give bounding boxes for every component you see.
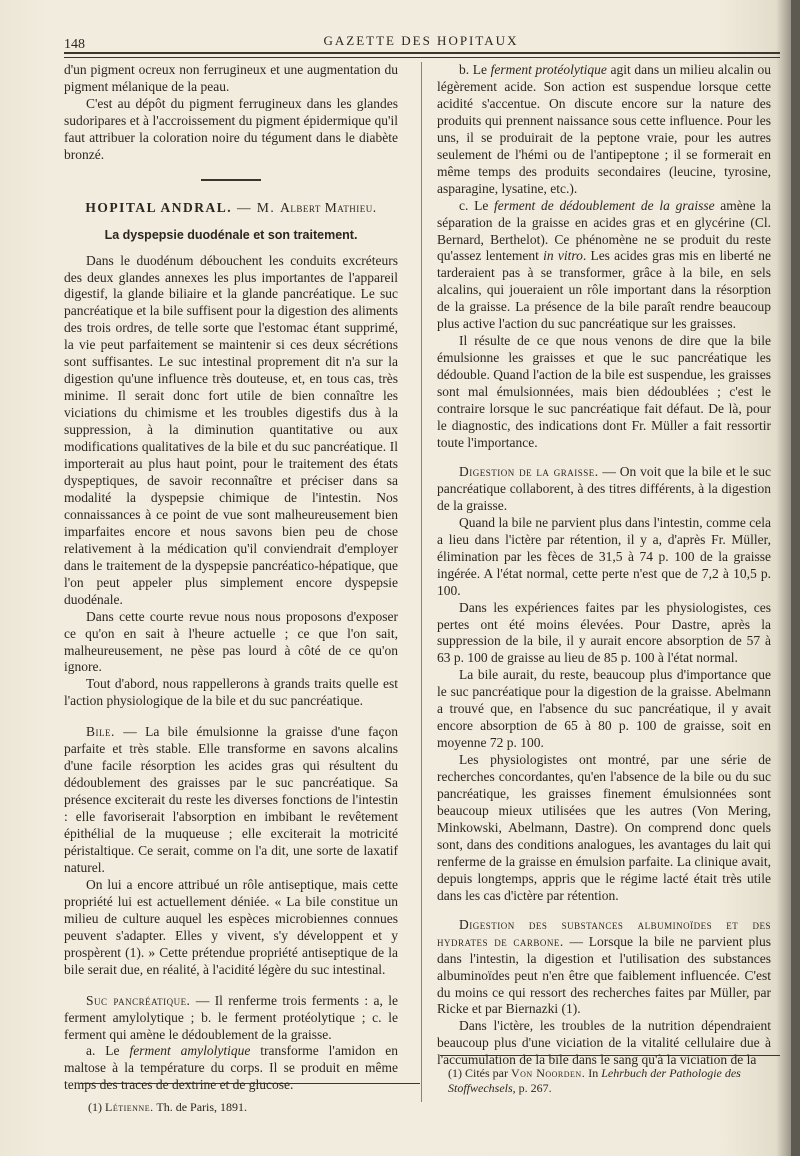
page-number: 148 [64, 37, 85, 52]
column-divider [421, 62, 422, 1102]
right-paragraph-5: Quand la bile ne parvient plus dans l'intestin, comme cela a lieu dans l'ictère par rétention, il y a, d'après Fr. Müller, élimination par les fèces de 31,5 à 74 p. 100 de la graisse ingérée. A l'état normal, cette perte n'est que de 7,2 à 10,5 p. 100. [437, 514, 771, 598]
left-column [64, 62, 398, 1094]
page-header [64, 33, 778, 53]
header-rule-thin [64, 57, 780, 58]
left-paragraph-2: C'est au dépôt du pigment ferrugineux dans les glandes sudoripares et à l'accroissement du pigment épidermique qu'il faut attribuer la coloration noire du tégument dans le diabète bronzé. [64, 95, 398, 162]
bile-body: — La bile émulsionne la graisse d'une façon parfaite et très stable. Elle transforme en savons alcalins d'une facile résorption les acides gras qui résultent du dédoublement des graisses par le suc pancréatique. Sa présence exciterait du reste les diverses fonctions de l'intestin : elle favoriserait l'absorption en imbibant le revêtement épithélial de la muqueuse ; elle exciterait la motricité péristaltique. Ce serait, comme on l'a dit, une sorte de laxatif naturel. [64, 724, 398, 875]
hospital-dash: — M. [232, 199, 281, 215]
left-paragraph-suc [64, 993, 398, 1044]
left-paragraph-bile [64, 724, 398, 877]
graisse-heading: Digestion de la graisse. [459, 463, 599, 479]
section-separator [64, 173, 398, 190]
suc-heading: Suc pancréatique. [86, 992, 191, 1008]
page-edge-shadow [791, 0, 800, 1156]
suc-body: — Il renferme trois ferments : a, le ferment amylolytique ; b. le ferment protéolytique ; c. le ferment qui amène le dédoublement de la graisse. [64, 992, 398, 1042]
lecture-title: La dyspepsie duodénale et son traitement. [104, 227, 358, 242]
left-paragraph-3: Dans le duodénum débouchent les conduits excréteurs des deux glandes annexes les plus importantes de l'appareil digestif, la glande biliaire et la glande pancréatique. Le suc pancréatique et la bile suffisent pour la digestion des aliments des trois ordres, de telle sorte que l'estomac étant supprimé, la vie peut parfaitement se maintenir si ces deux sécrétions sont suffisantes. Le suc intestinal proprement dit n'a sur la digestion qu'une influence très douteuse, et, en tous cas, très minime. Il serait donc fort utile de bien connaître les viciations du chimisme et les troubles digestifs dus à la suppression, à la diminution quantitative ou aux modifications qualitatives de la bile et du suc pancréatique. Il importerait au plus haut point, pour le traitement des états dyspeptiques, de savoir reconnaître et préciser dans sa modalité la dyspepsie chimique de l'intestin. Nos connaissances à ce point de vue sont malheureusement bien imparfaites encore et nous savons bien peu de chose relativement à la médication qu'il conviendrait d'employer dans le traitement de la dyspepsie pancréatico-hépatique, que l'on peut appeler plus simplement encore dyspepsie duodénale. [64, 252, 398, 607]
running-title: GAZETTE DES HOPITAUX [323, 33, 519, 48]
left-footnote-rule [80, 1083, 420, 1084]
right-paragraph-3: Il résulte de ce que nous venons de dire que la bile émulsionne les graisses et que le suc pancréatique les dédouble. Quand l'action de la bile est suspendue, les graisses sont mal émulsionnées, mais bien dédoublées ; c'est le contraire lorsque le suc pancréatique fait défaut. De là, pour le diagnostic, des indications dont Fr. Müller a fait ressortir toute l'importance. [437, 333, 771, 450]
albuminoides-heading: Digestion des substances albuminoïdes et des hydrates de carbone. [437, 916, 771, 949]
right-paragraph-7: La bile aurait, du reste, beaucoup plus d'importance que le suc pancréatique pour la digestion de la graisse. Abelmann a trouvé que, en l'absence du suc pancréatique, il y avait encore absorption de 65 à 80 p. 100 de graisse, soit en moyenne 72 p. 100. [437, 667, 771, 751]
left-paragraph-5: Tout d'abord, nous rappellerons à grands traits quelle est l'action physiologique de la bile et du suc pancréatique. [64, 676, 398, 709]
right-paragraph-2: c. Le ferment de dédoublement de la graisse amène la séparation de la graisse en acides gras et en glycérine (Cl. Bernard, Berthelot). Ce phénomène ne se produit du reste qu'assez lentement in vitro. Les acides gras mis en liberté ne tarderaient pas à se transformer, grâce à la bile, en sels alcalins, qui joueraient un rôle important dans la résorption de la graisse. La présence de la bile paraît rendre beaucoup plus active l'action du suc pancréatique sur les graisses. [437, 197, 771, 332]
hospital-name: HOPITAL ANDRAL. [85, 199, 233, 215]
right-footnote-rule [440, 1055, 780, 1056]
right-paragraph-albuminoides: Digestion des substances albuminoïdes et des hydrates de carbone. — Lorsque la bile ne parvient plus dans l'intestin, la digestion et l'utilisation des substances albuminoïdes peut n'en être que faiblement influencée. C'est du moins ce qui ressort des recherches faites par Müller, par Ricke et par Biernazki (1). [437, 916, 771, 1017]
right-paragraph-1: b. Le ferment protéolytique agit dans un milieu alcalin ou légèrement acide. Son action est suspendue lorsque cette acidité s'accentue. On discute encore sur la nature des produits qui prennent naissance sous cette influence. Pour les uns, il se produirait de la peptone vraie, pour les autres seulement de l'hémi ou de l'antipeptone ; il se formerait en même temps des produits secondaires (leucine, tyrosine, asparagine, lysatine, etc.). [437, 62, 771, 196]
right-column [437, 62, 771, 1069]
left-paragraph-1: d'un pigment ocreux non ferrugineux et une augmentation du pigment mélanique de la peau. [64, 62, 398, 94]
right-paragraph-6: Dans les expériences faites par les physiologistes, ces pertes ont été moins élevées. Pour Dastre, après la suppression de la bile, il y aurait encore absorption de 57 à 63 p. 100 de graisse au lieu de 85 p. 100 à l'état normal. [437, 599, 771, 666]
right-paragraph-8: Les physiologistes ont montré, par une série de recherches concordantes, qu'en l'absence de la bile ou du suc pancréatique, les graisses finement émulsionnées sont beaucoup mieux utilisées que les autres (Von Mering, Minkowski, Abelmann, Dastre). On comprend donc quels sont, dans des conditions analogues, les avantages du lait qui renferme de la graisse en émulsion parfaite. La clinique avait, depuis longtemps, appris que le régime lacté était très utile dans les cas d'ictère par rétention. [437, 752, 771, 903]
left-paragraph-9: a. Le ferment amylolytique transforme l'amidon en maltose à la température du corps. Il se produit en même temps des traces de dextrine et de glucose. [64, 1043, 398, 1093]
left-footnote: (1) Létienne. Th. de Paris, 1891. [88, 1100, 248, 1114]
right-paragraph-graisse: Digestion de la graisse. — On voit que la bile et le suc pancréatique collaborent, à des titres différents, à la digestion de la graisse. [437, 463, 771, 513]
left-paragraph-4: Dans cette courte revue nous nous proposons d'exposer ce qu'on en sait à l'heure actuelle ; ce que l'on sait, malheureusement, ne pèse pas lourd à côté de ce qu'on ignore. [64, 608, 398, 675]
left-paragraph-7: On lui a encore attribué un rôle antiseptique, mais cette propriété lui est actuellement déniée. « La bile constitue un milieu de culture auquel les espèces microbiennes connues peuvent s'adapter. Elles y vivent, s'y développent et y prospèrent (1). » Cette prétendue propriété antiseptique de la bile serait due, en réalité, à l'acidité légère du suc intestinal. [64, 876, 398, 977]
hospital-doctor: Albert Mathieu. [280, 199, 377, 215]
bile-heading: Bile. [86, 724, 115, 740]
right-footnote: (1) Cités par Von Noorden. In Lehrbuch der Pathologie des Stoffwechsels, p. 267. [448, 1066, 741, 1095]
hospital-heading [64, 200, 398, 217]
header-rule [64, 52, 780, 54]
right-paragraph-10: Dans l'ictère, les troubles de la nutrition dépendraient beaucoup plus d'une viciation de la vitalité cellulaire due à l'accumulation de la bile dans le sang qu'à la viciation de la [437, 1018, 771, 1068]
